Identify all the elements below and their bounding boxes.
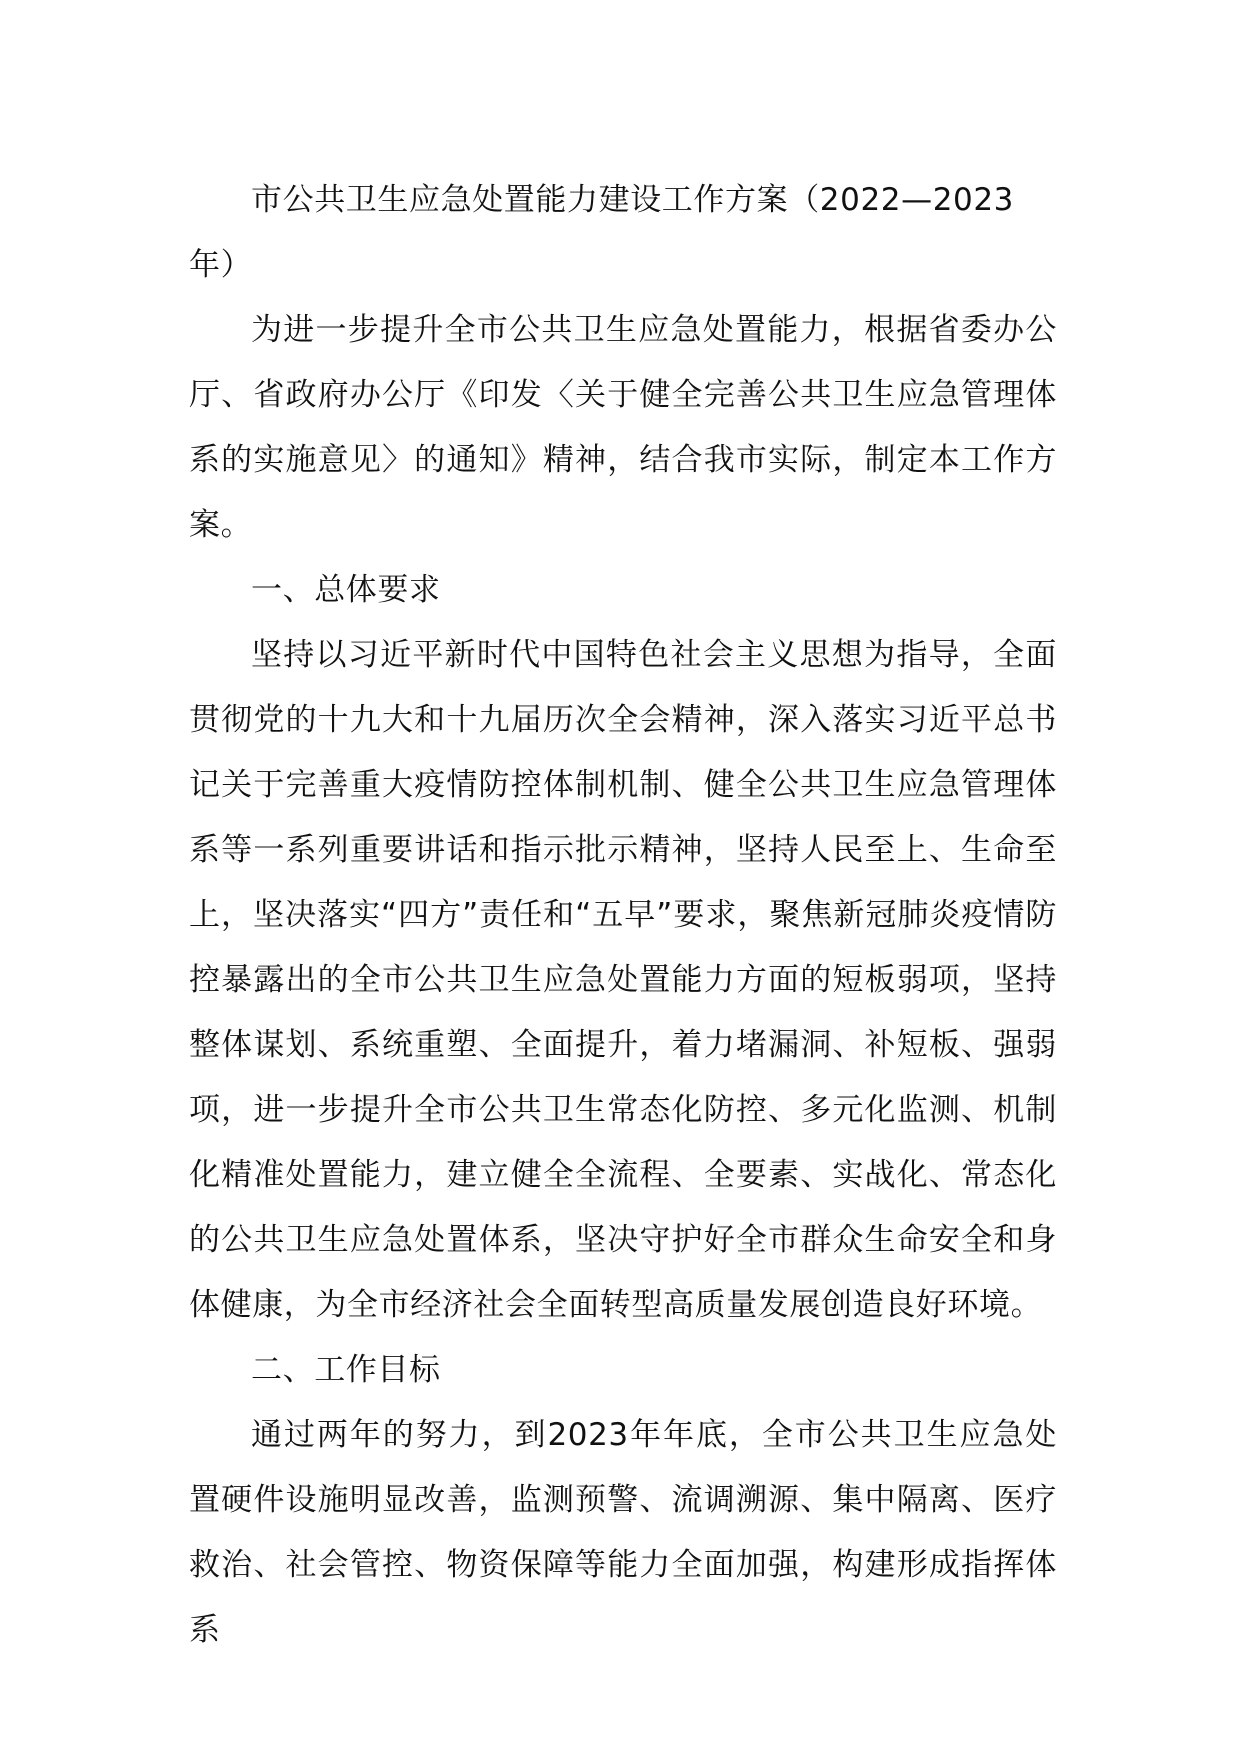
intro-paragraph: 为进一步提升全市公共卫生应急处置能力，根据省委办公厅、省政府办公厅《印发〈关于健全完善公共卫生应急管理体系的实施意见〉的通知》精神，结合我市实际，制定本工作方案。 — [189, 312, 1057, 543]
section-heading-work-goals: 二、工作目标 — [251, 1352, 441, 1388]
work-goals-paragraph: 通过两年的努力，到2023年年底，全市公共卫生应急处置硬件设施明显改善，监测预警、流调溯源、集中隔离、医疗救治、社会管控、物资保障等能力全面加强，构建形成指挥体系 — [189, 1417, 1057, 1648]
general-requirements-paragraph: 坚持以习近平新时代中国特色社会主义思想为指导，全面贯彻党的十九大和十九届历次全会精神，深入落实习近平总书记关于完善重大疫情防控体制机制、健全公共卫生应急管理体系等一系列重要讲话和指示批示精神，坚持人民至上、生命至上，坚决落实“四方”责任和“五早”要求，聚焦新冠肺炎疫情防控暴露出的全市公共卫生应急处置能力方面的短板弱项，坚持整体谋划、系统重塑、全面提升，着力堵漏洞、补短板、强弱项，进一步提升全市公共卫生常态化防控、多元化监测、机制化精准处置能力，建立健全全流程、全要素、实战化、常态化的公共卫生应急处置体系，坚决守护好全市群众生命安全和身体健康，为全市经济社会全面转型高质量发展创造良好环境。 — [189, 637, 1057, 1323]
document-body — [189, 168, 1057, 1663]
document-title: 市公共卫生应急处置能力建设工作方案（2022—2023年） — [189, 182, 1014, 283]
section-heading-general-requirements: 一、总体要求 — [251, 572, 441, 608]
